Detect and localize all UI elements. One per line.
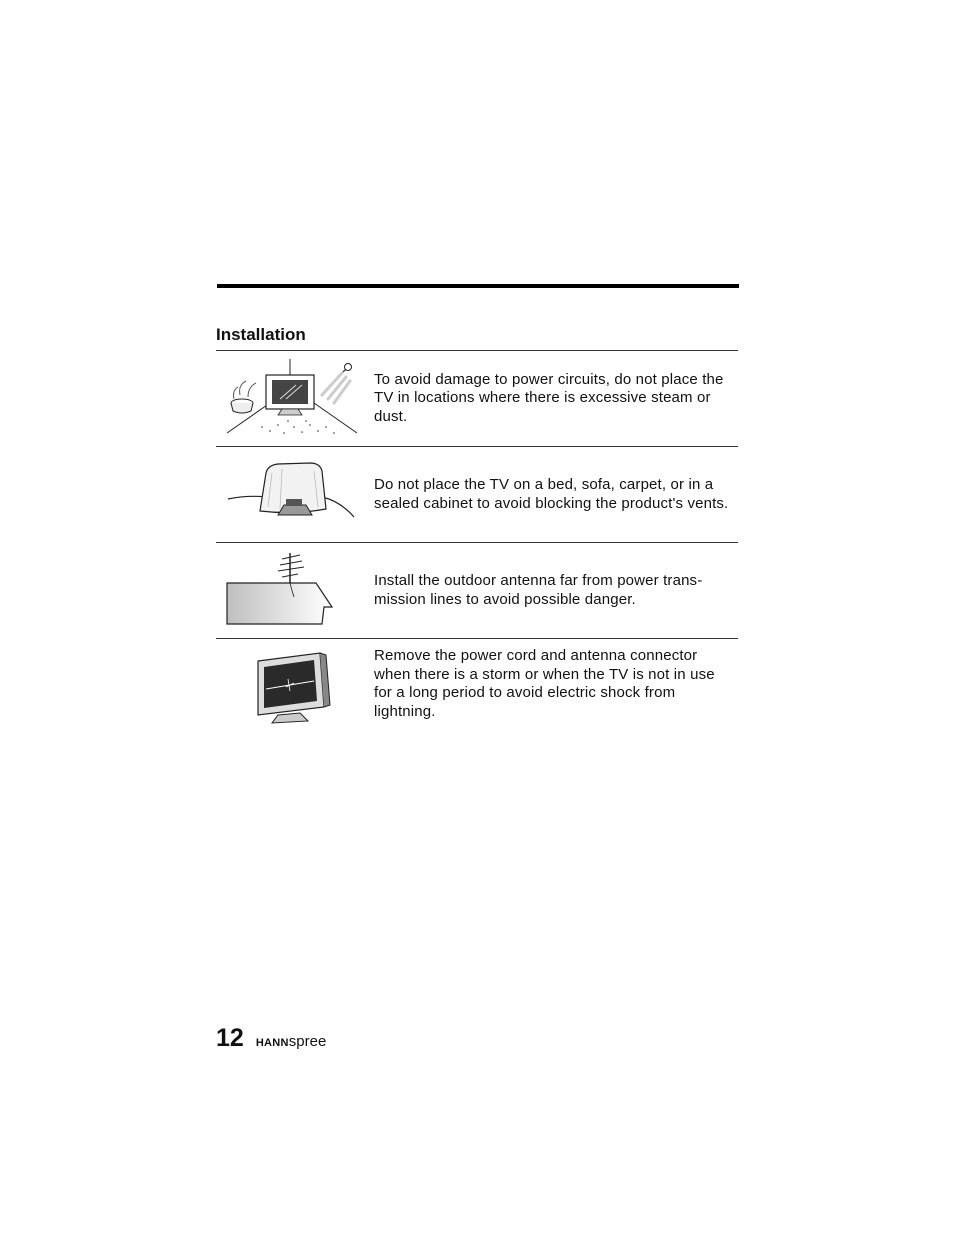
table-row (216, 542, 738, 638)
row-text: Remove the power cord and antenna connector when there is a storm or when the TV is not in use for a long period to avoid electric shock from lightning. (374, 647, 715, 720)
row-text: Do not place the TV on a bed, sofa, carpet, or in a sealed cabinet to avoid blocking the product's vents. (374, 476, 729, 512)
table-row (216, 638, 738, 735)
section-title: Installation (216, 325, 306, 344)
table-row (216, 446, 738, 542)
header-rule (217, 284, 739, 288)
brand-logo (256, 1033, 327, 1050)
table-row (216, 350, 738, 446)
page-number: 12 (216, 1024, 244, 1052)
brand-name-light: spree (288, 1033, 327, 1050)
covered-tv-icon (222, 451, 364, 539)
brand-name-bold: HANN (255, 1037, 289, 1049)
roof-antenna-icon (222, 547, 364, 635)
row-text: To avoid damage to power circuits, do not place the TV in locations where there is excessive steam or dust. (374, 370, 724, 425)
steam-dust-warning-icon (222, 355, 364, 443)
row-text: Install the outdoor antenna far from power trans-mission lines to avoid possible danger. (374, 572, 703, 608)
installation-table (216, 350, 738, 735)
lightning-tv-icon (222, 643, 364, 731)
page-footer (216, 1024, 326, 1053)
